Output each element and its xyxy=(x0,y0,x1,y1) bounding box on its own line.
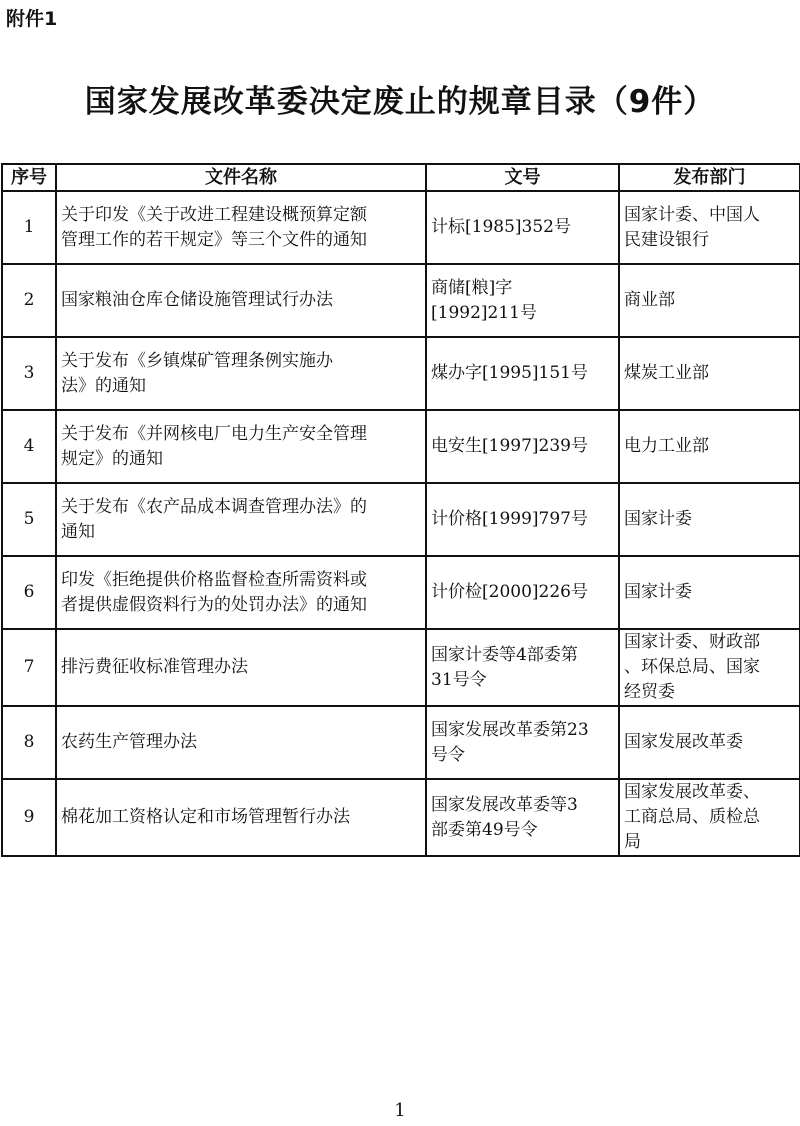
header-doc-no: 文号 xyxy=(426,164,619,191)
cell-dept: 煤炭工业部 xyxy=(619,337,800,410)
header-no: 序号 xyxy=(2,164,56,191)
cell-no: 3 xyxy=(2,337,56,410)
table-row xyxy=(2,264,800,337)
attachment-label: 附件1 xyxy=(6,8,58,30)
cell-doc-no: 国家发展改革委等3 部委第49号令 xyxy=(426,779,619,856)
cell-name: 关于发布《农产品成本调查管理办法》的 通知 xyxy=(56,483,426,556)
cell-doc-no: 电安生[1997]239号 xyxy=(426,410,619,483)
table-row xyxy=(2,556,800,629)
cell-name: 关于印发《关于改进工程建设概预算定额 管理工作的若干规定》等三个文件的通知 xyxy=(56,191,426,264)
cell-doc-no: 商储[粮]字 [1992]211号 xyxy=(426,264,619,337)
table-row xyxy=(2,779,800,856)
cell-name: 关于发布《乡镇煤矿管理条例实施办 法》的通知 xyxy=(56,337,426,410)
cell-doc-no: 计价格[1999]797号 xyxy=(426,483,619,556)
cell-name: 农药生产管理办法 xyxy=(56,706,426,779)
cell-dept: 国家计委 xyxy=(619,556,800,629)
regulations-table xyxy=(1,163,800,857)
table-row xyxy=(2,706,800,779)
cell-dept: 国家计委、财政部 、环保总局、国家 经贸委 xyxy=(619,629,800,706)
cell-dept: 国家发展改革委、 工商总局、质检总 局 xyxy=(619,779,800,856)
table-row xyxy=(2,410,800,483)
table-row xyxy=(2,483,800,556)
cell-dept: 电力工业部 xyxy=(619,410,800,483)
cell-doc-no: 国家发展改革委第23 号令 xyxy=(426,706,619,779)
table-row xyxy=(2,191,800,264)
cell-dept: 国家计委、中国人 民建设银行 xyxy=(619,191,800,264)
page-number: 1 xyxy=(394,1100,406,1121)
table-header-row xyxy=(2,164,800,191)
header-name: 文件名称 xyxy=(56,164,426,191)
cell-doc-no: 煤办字[1995]151号 xyxy=(426,337,619,410)
cell-doc-no: 国家计委等4部委第 31号令 xyxy=(426,629,619,706)
cell-doc-no: 计价检[2000]226号 xyxy=(426,556,619,629)
cell-no: 8 xyxy=(2,706,56,779)
page-title: 国家发展改革委决定废止的规章目录（9件） xyxy=(84,84,716,120)
table-row xyxy=(2,337,800,410)
cell-no: 6 xyxy=(2,556,56,629)
cell-dept: 国家计委 xyxy=(619,483,800,556)
cell-dept: 商业部 xyxy=(619,264,800,337)
cell-no: 4 xyxy=(2,410,56,483)
cell-doc-no: 计标[1985]352号 xyxy=(426,191,619,264)
cell-name: 排污费征收标准管理办法 xyxy=(56,629,426,706)
cell-name: 国家粮油仓库仓储设施管理试行办法 xyxy=(56,264,426,337)
cell-no: 1 xyxy=(2,191,56,264)
header-dept: 发布部门 xyxy=(619,164,800,191)
cell-no: 2 xyxy=(2,264,56,337)
cell-no: 7 xyxy=(2,629,56,706)
cell-name: 关于发布《并网核电厂电力生产安全管理 规定》的通知 xyxy=(56,410,426,483)
cell-no: 9 xyxy=(2,779,56,856)
cell-no: 5 xyxy=(2,483,56,556)
table-row xyxy=(2,629,800,706)
cell-dept: 国家发展改革委 xyxy=(619,706,800,779)
cell-name: 印发《拒绝提供价格监督检查所需资料或 者提供虚假资料行为的处罚办法》的通知 xyxy=(56,556,426,629)
cell-name: 棉花加工资格认定和市场管理暂行办法 xyxy=(56,779,426,856)
